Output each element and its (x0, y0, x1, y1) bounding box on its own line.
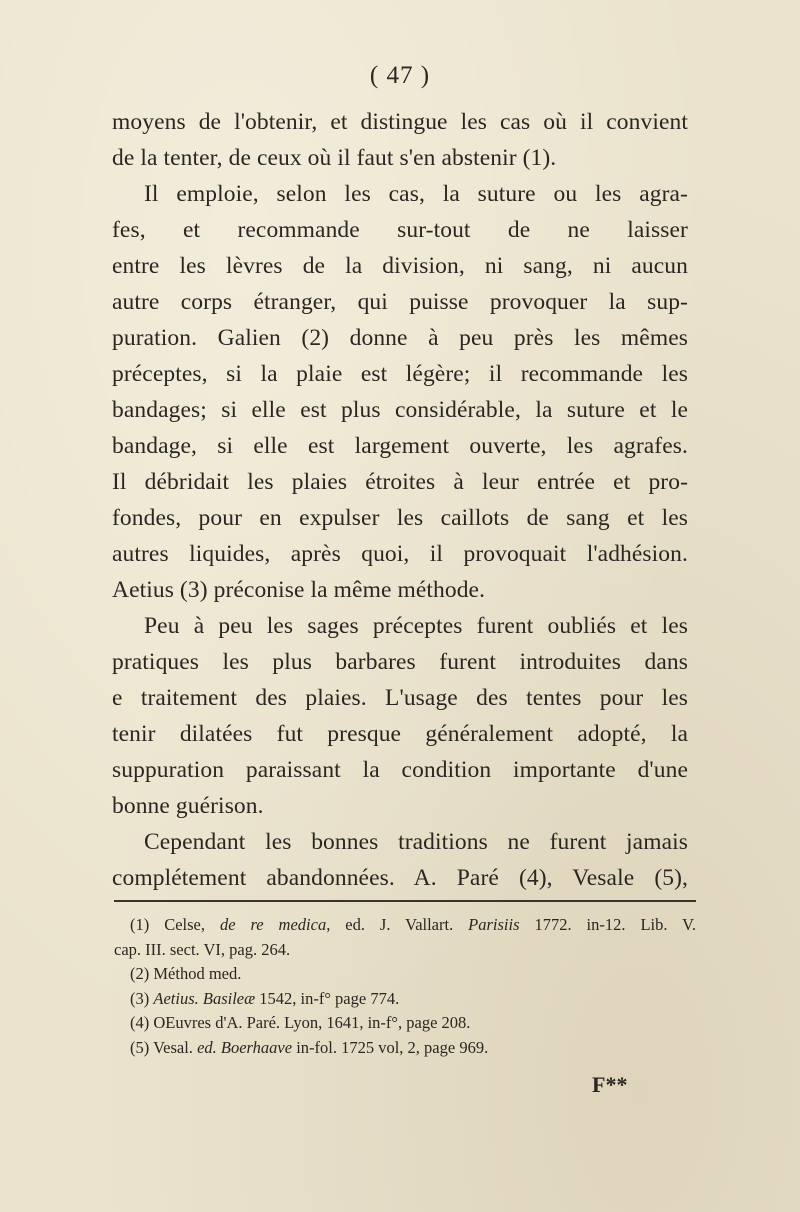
text-line: autre corps étranger, qui puisse provoquer la sup- (112, 289, 688, 315)
text-line: bonne guérison. (112, 793, 264, 819)
text-line: pratiques les plus barbares furent introduites dans (112, 649, 688, 675)
footnote-1 (130, 913, 696, 938)
footnote-1-place: Parisiis (468, 915, 520, 934)
footnote-1-details: 1772. in-12. Lib. V. (534, 915, 697, 934)
text-line: complétement abandonnées. A. Paré (4), Vesale (5), (112, 865, 688, 891)
footnote-3-source: Aetius. Basileæ (153, 988, 256, 1008)
footnote-2: (2) Méthod med. (130, 964, 242, 983)
footnote-1-title: de re medica (219, 915, 327, 934)
body-text (112, 104, 688, 896)
text-line: fondes, pour en expulser les caillots de sang et les (112, 505, 688, 531)
footnote-1-author: Celse, (164, 915, 205, 934)
text-line: Il débridait les plaies étroites à leur entrée et pro- (112, 469, 688, 495)
footnote-rule (114, 900, 696, 902)
text-line: entre les lèvres de la division, ni sang, ni aucun (112, 253, 688, 279)
text-line: Cependant les bonnes traditions ne furent jamais (144, 829, 688, 855)
text-line: puration. Galien (2) donne à peu près les mêmes (112, 325, 688, 351)
footnote-5-author: (5) Vesal. (130, 1037, 193, 1057)
signature-mark: F** (592, 1072, 628, 1097)
text-line: de la tenter, de ceux où il faut s'en abstenir (1). (112, 145, 557, 171)
text-line: e traitement des plaies. L'usage des tentes pour les (112, 685, 688, 711)
page-number: ( 47 ) (369, 62, 431, 89)
footnote-1-editor: , ed. J. Vallart. (326, 915, 454, 934)
footnote-5 (130, 1036, 696, 1061)
footnote-3-number: (3) (130, 988, 150, 1008)
footnote-4: (4) OEuvres d'A. Paré. Lyon, 1641, in-f°, page 208. (130, 1013, 471, 1032)
footnote-3-details: 1542, in-f° page 774. (259, 988, 400, 1008)
text-line: moyens de l'obtenir, et distingue les cas où il convient (112, 109, 688, 135)
footnote-5-editor: ed. Boerhaave (197, 1037, 293, 1057)
footnote-1-continuation: cap. III. sect. VI, pag. 264. (114, 939, 291, 959)
text-line: bandages; si elle est plus considérable, la suture et le (112, 397, 688, 423)
footnotes (114, 913, 697, 1060)
text-line: bandage, si elle est largement ouverte, les agrafes. (112, 433, 688, 459)
text-line: suppuration paraissant la condition importante d'une (112, 757, 688, 783)
footnote-3 (130, 987, 696, 1012)
footnote-5-details: in-fol. 1725 vol, 2, page 969. (296, 1037, 489, 1057)
text-line: Il emploie, selon les cas, la suture ou les agra- (144, 181, 688, 207)
text-line: tenir dilatées fut presque généralement adopté, la (112, 721, 688, 747)
text-line: préceptes, si la plaie est légère; il recommande les (112, 361, 688, 387)
text-line: autres liquides, après quoi, il provoquait l'adhésion. (112, 541, 688, 567)
text-line: Aetius (3) préconise la même méthode. (112, 577, 486, 603)
footnote-1-number: (1) (130, 915, 150, 934)
text-line: fes, et recommande sur-tout de ne laisser (112, 217, 688, 243)
text-line: Peu à peu les sages préceptes furent oubliés et les (144, 613, 688, 639)
